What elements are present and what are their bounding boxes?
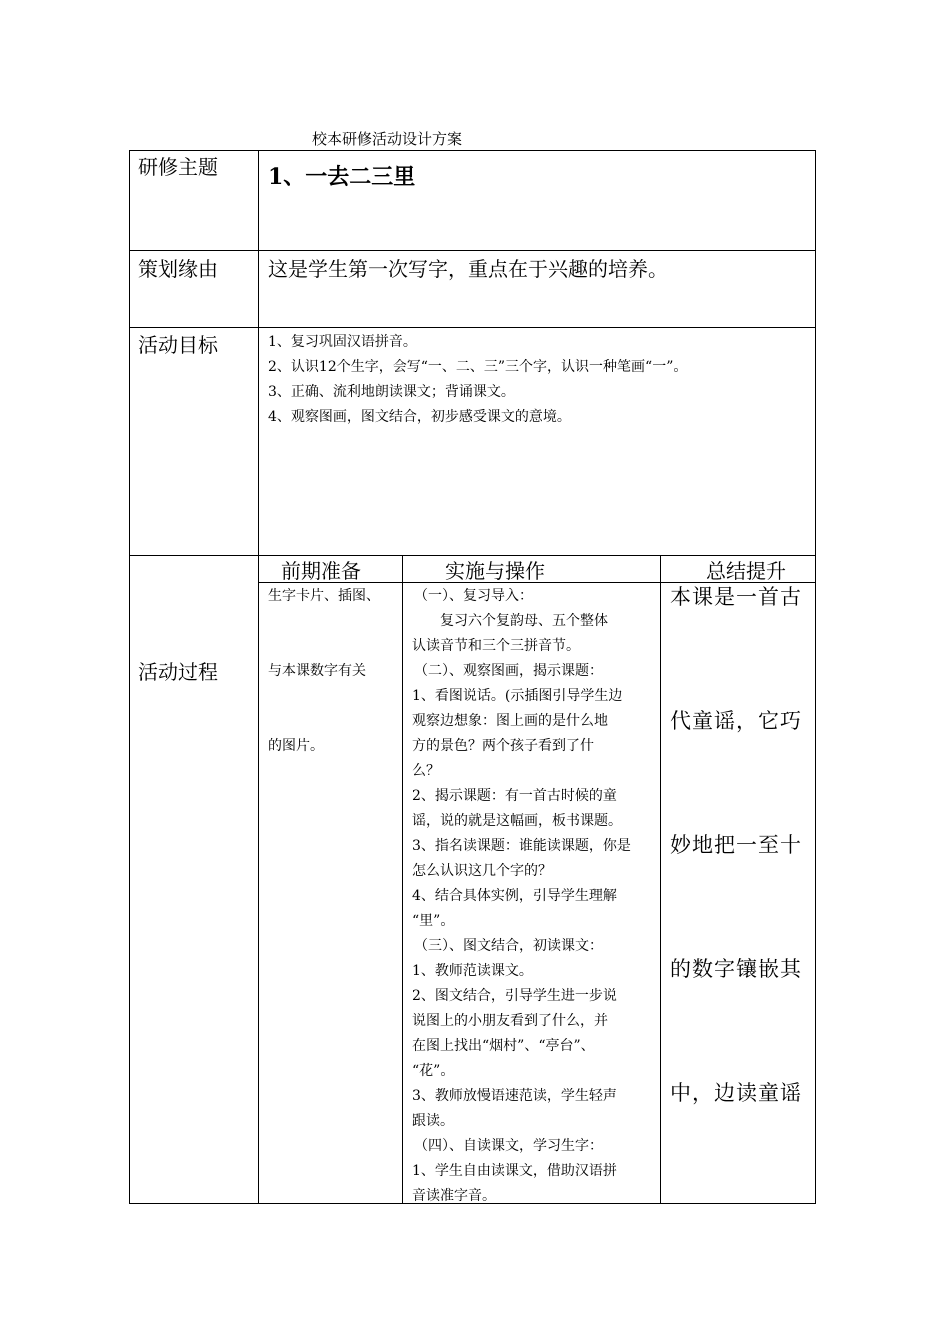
proc-line: “花”。 (412, 1063, 455, 1079)
goal-item: 2、认识12个生字，会写“一、二、三”三个字，认识一种笔画“一”。 (268, 359, 688, 375)
proc-line: 谣，说的就是这幅画，板书课题。 (412, 813, 622, 829)
proc-line: 复习六个复韵母、五个整体 (440, 613, 608, 629)
topic-value: 1、一去二三里 (268, 164, 416, 190)
proc-line: （二）、观察图画，揭示课题： (414, 663, 603, 679)
goal-item: 3、正确、流利地朗读课文；背诵课文。 (268, 384, 515, 400)
col-header-summary: 总结提升 (706, 559, 786, 583)
col-header-implementation: 实施与操作 (445, 559, 545, 583)
proc-line: “里”。 (412, 913, 455, 929)
reason-value: 这是学生第一次写字，重点在于兴趣的培养。 (268, 257, 668, 281)
goal-item: 4、观察图画，图文结合，初步感受课文的意境。 (268, 409, 571, 425)
topic-label: 研修主题 (138, 155, 218, 179)
proc-line: （四）、自读课文，学习生字： (414, 1138, 603, 1154)
summary-line: 本课是一首古 (670, 585, 802, 609)
proc-line: （三）、图文结合，初读课文： (414, 938, 603, 954)
proc-line: 1、学生自由读课文，借助汉语拼 (412, 1163, 617, 1179)
prep-line: 的图片。 (268, 738, 324, 754)
proc-line: 在图上找出“烟村”、“亭台”、 (412, 1038, 595, 1054)
summary-line: 中，边读童谣 (670, 1081, 802, 1105)
goal-item: 1、复习巩固汉语拼音。 (268, 334, 417, 350)
proc-line: 认读音节和三个三拼音节。 (412, 638, 580, 654)
proc-line: 音读准字音。 (412, 1188, 496, 1204)
proc-line: 1、教师范读课文。 (412, 963, 533, 979)
proc-line: 1、看图说话。(示插图引导学生边 (412, 688, 623, 704)
summary-line: 妙地把一至十 (670, 833, 802, 857)
summary-line: 代童谣，它巧 (670, 709, 802, 733)
prep-line: 生字卡片、插图、 (268, 588, 380, 604)
proc-line: 怎么认识这几个字的？ (412, 863, 552, 879)
prep-line: 与本课数字有关 (268, 663, 366, 679)
proc-line: 跟读。 (412, 1113, 454, 1129)
goals-label: 活动目标 (138, 333, 218, 357)
proc-line: 3、指名读课题：谁能读课题，你是 (412, 838, 631, 854)
proc-line: 观察边想象：图上画的是什么地 (412, 713, 608, 729)
proc-line: 2、图文结合，引导学生进一步说 (412, 988, 617, 1004)
page-title: 校本研修活动设计方案 (312, 130, 463, 148)
proc-line: 么？ (412, 763, 440, 779)
process-label: 活动过程 (138, 660, 218, 684)
summary-line: 的数字镶嵌其 (670, 957, 802, 981)
proc-line: 4、结合具体实例，引导学生理解 (412, 888, 617, 904)
col-header-prep: 前期准备 (281, 559, 361, 583)
proc-line: 2、揭示课题：有一首古时候的童 (412, 788, 617, 804)
proc-line: 说图上的小朋友看到了什么，并 (412, 1013, 608, 1029)
proc-line: 方的景色？两个孩子看到了什 (412, 738, 594, 754)
proc-line: （一）、复习导入： (414, 588, 533, 604)
proc-line: 3、教师放慢语速范读，学生轻声 (412, 1088, 617, 1104)
reason-label: 策划缘由 (138, 257, 218, 281)
